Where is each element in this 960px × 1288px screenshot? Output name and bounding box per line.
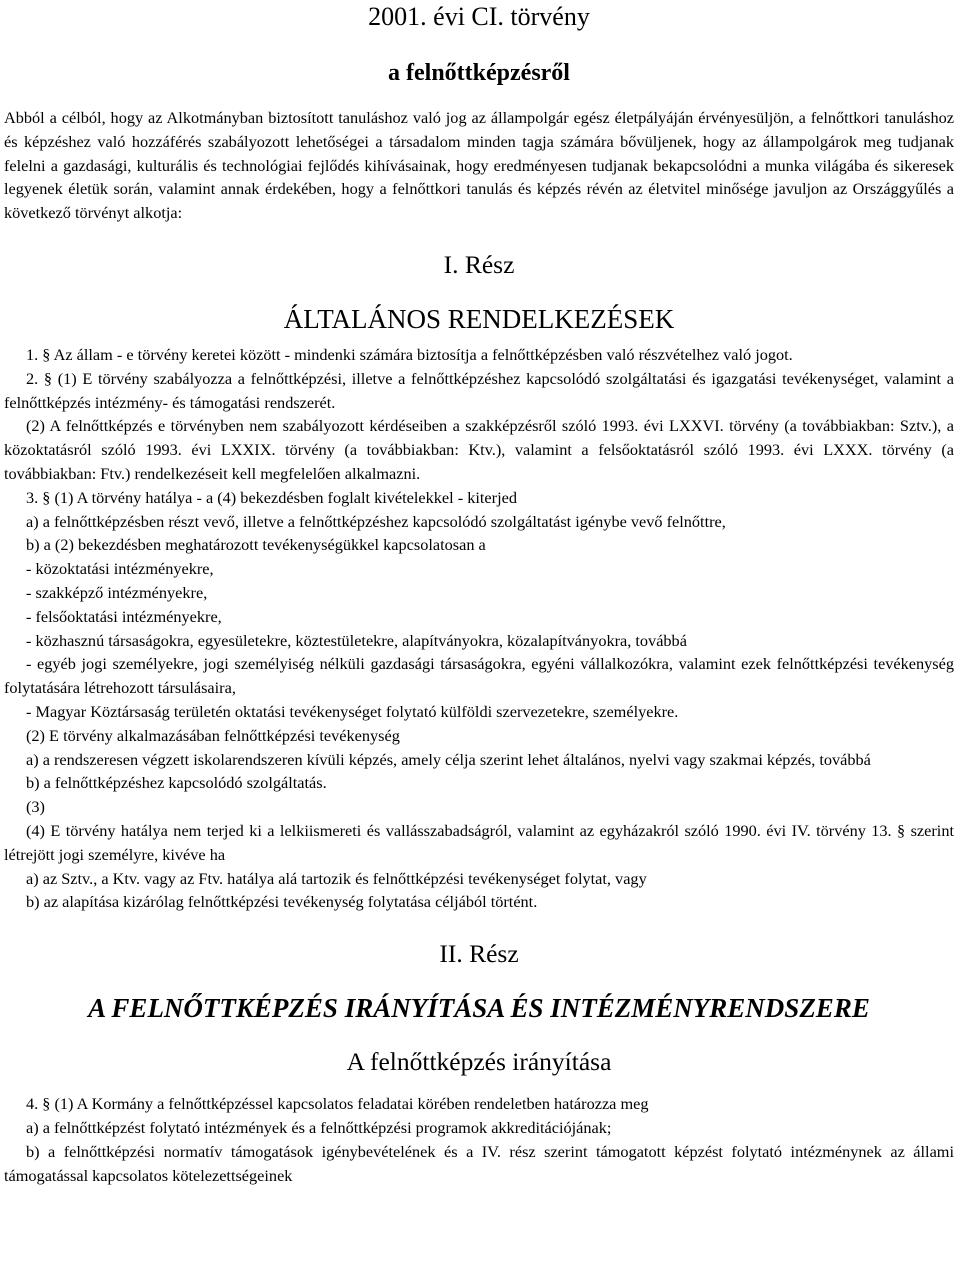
section-3-3: (3) bbox=[26, 797, 45, 817]
section-3-2-b: b) a felnőttképzéshez kapcsolódó szolgáltatás. bbox=[26, 773, 327, 793]
section-4-1: 4. § (1) A Kormány a felnőttképzéssel kapcsolatos feladatai körében rendeletben határozza meg bbox=[26, 1094, 649, 1114]
section-2-2: (2) A felnőttképzés e törvényben nem szabályozott kérdéseiben a szakképzésről szóló 1993. évi LXXVI. törvény (a továbbiakban: Sztv.), a közoktatásról szóló 1993. évi LXXIX. törvény (a továbbiakban: Ktv.), valamint a felsőoktatásról szóló 1993. évi LXXX. törvény (a továbbiakban: Ftv.) rendelkezéseit kell megfelelően alkalmazni. bbox=[4, 416, 954, 483]
section-4-1-a: a) a felnőttképzést folytató intézmények és a felnőttképzési programok akkreditációjának; bbox=[26, 1117, 612, 1137]
section-4-1-b: b) a felnőttképzési normatív támogatások igénybevételének és a IV. rész szerint támogatott képzést folytató intézménynek az állami támogatással kapcsolatos kötelezettségeinek bbox=[4, 1141, 954, 1185]
section-3-2-a: a) a rendszeresen végzett iskolarendszeren kívüli képzés, amely célja szerint lehet általános, nyelvi vagy szakmai képzés, továbbá bbox=[26, 749, 871, 769]
section-3-2: (2) E törvény alkalmazásában felnőttképzési tevékenység bbox=[26, 725, 400, 745]
part-2-title: A FELNŐTTKÉPZÉS IRÁNYÍTÁSA ÉS INTÉZMÉNYRENDSZERE bbox=[88, 993, 870, 1024]
law-subtitle: a felnőttképzésről bbox=[388, 60, 570, 86]
list-item: - szakképző intézményekre, bbox=[26, 582, 208, 602]
section-3-4: (4) E törvény hatálya nem terjed ki a lelkiismereti és vallásszabadságról, valamint az egyházakról szóló 1990. évi IV. törvény 13. § szerint létrejött jogi személyre, kivéve ha bbox=[4, 820, 954, 864]
section-3-4-b: b) az alapítása kizárólag felnőttképzési tevékenység folytatása céljából történt. bbox=[26, 892, 538, 912]
list-item: - Magyar Köztársaság területén oktatási tevékenységet folytató külföldi szervezetekre, személyekre. bbox=[26, 701, 679, 721]
law-title: 2001. évi CI. törvény bbox=[368, 2, 590, 31]
section-3-1-b: b) a (2) bekezdésben meghatározott tevékenységükkel kapcsolatosan a bbox=[26, 535, 486, 555]
part-2-subtitle: A felnőttképzés irányítása bbox=[346, 1047, 612, 1077]
section-3-4-a: a) az Sztv., a Ktv. vagy az Ftv. hatálya alá tartozik és felnőttképzési tevékenységet folytat, vagy bbox=[26, 868, 647, 888]
section-3-1-a: a) a felnőttképzésben részt vevő, illetve a felnőttképzéshez kapcsolódó szolgáltatást igénybe vevő felnőttre, bbox=[26, 511, 726, 531]
part-1-heading: I. Rész bbox=[443, 249, 515, 279]
section-1: 1. § Az állam - e törvény keretei között - mindenki számára biztosítja a felnőttképzésben való részvételhez való jogot. bbox=[26, 344, 793, 364]
list-item: - közoktatási intézményekre, bbox=[26, 559, 214, 579]
part-1-title: ÁLTALÁNOS RENDELKEZÉSEK bbox=[283, 303, 675, 334]
section-2-1: 2. § (1) E törvény szabályozza a felnőttképzési, illetve a felnőttképzéshez kapcsolódó szolgáltatási és igazgatási tevékenységet, valamint a felnőttképzés intézmény- és támogatási rendszerét. bbox=[4, 368, 954, 412]
section-3-1: 3. § (1) A törvény hatálya - a (4) bekezdésben foglalt kivételekkel - kiterjed bbox=[26, 487, 517, 507]
part-2-heading: II. Rész bbox=[439, 939, 519, 969]
list-item: - közhasznú társaságokra, egyesületekre, köztestületekre, alapítványokra, közalapítványokra, továbbá bbox=[26, 630, 687, 650]
list-item: - egyéb jogi személyekre, jogi személyiség nélküli gazdasági társaságokra, egyéni vállalkozókra, valamint ezek felnőttképzési tevékenység folytatására létrehozott társulásaira, bbox=[4, 654, 954, 698]
preamble: Abból a célból, hogy az Alkotmányban biztosított tanuláshoz való jog az állampolgár egész életpályáján érvényesüljön, a felnőttkori tanuláshoz és képzéshez való hozzáférés szabályozott lehetőségei a társadalom minden tagja számára bővüljenek, hogy az állampolgárok meg tudjanak felelni a gazdasági, kulturális és technológiai fejlődés kihívásainak, hogy eredményesen tudjanak bekapcsolódni a munka világába és sikeresek legyenek életük során, valamint annak érdekében, hogy a felnőttkori tanulás és képzés révén az életvitel minősége javuljon az Országgyűlés a következő törvényt alkotja: bbox=[4, 108, 954, 223]
list-item: - felsőoktatási intézményekre, bbox=[26, 606, 222, 626]
